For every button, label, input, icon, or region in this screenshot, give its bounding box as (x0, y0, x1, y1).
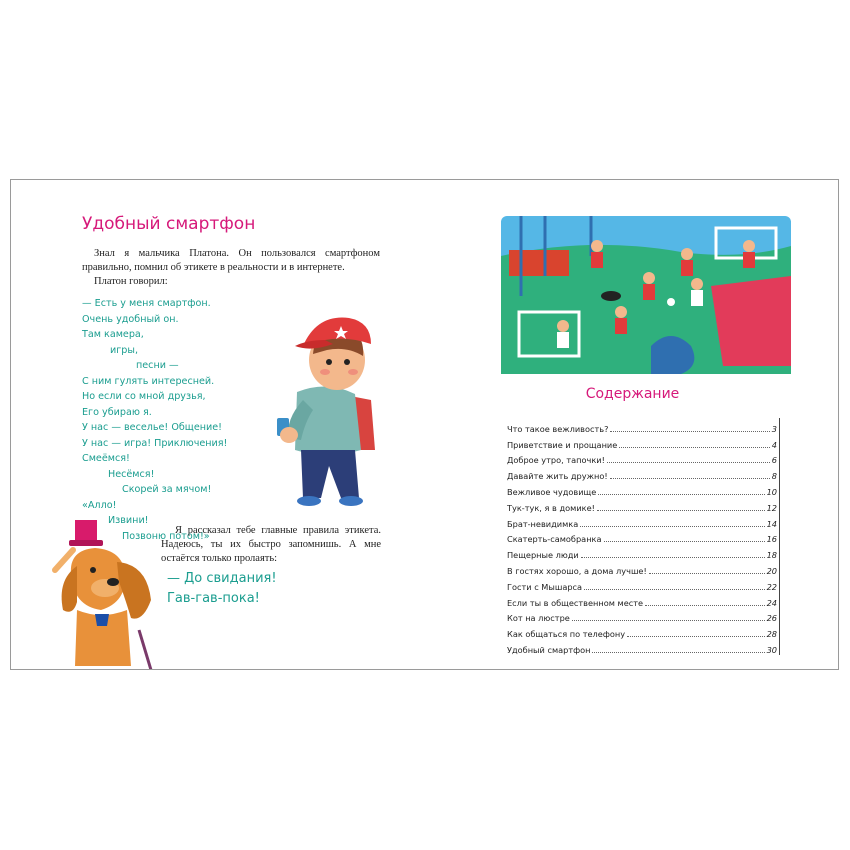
toc-entry (507, 434, 780, 450)
farewell (167, 569, 277, 609)
toc-entry (507, 513, 780, 529)
poem-line: песни — (136, 360, 179, 371)
toc-entry (507, 592, 780, 608)
toc-leader (610, 431, 769, 432)
toc-leader (604, 541, 765, 542)
toc-entry-page: 28 (766, 629, 777, 640)
poem-line: Смеёмся! (82, 453, 130, 464)
toc-entry-page: 18 (766, 550, 777, 561)
toc-leader (607, 462, 770, 463)
toc-entry-label: В гостях хорошо, а дома лучше! (507, 565, 647, 576)
toc-entry-label: Пещерные люди (507, 550, 579, 561)
toc-entry (507, 450, 780, 466)
toc-leader (581, 557, 765, 558)
toc-entry-label: Если ты в общественном месте (507, 597, 644, 608)
left-page (11, 180, 425, 669)
toc-entry-label: Давайте жить дружно! (507, 471, 608, 482)
toc-entry-label: Доброе утро, тапочки! (507, 455, 605, 466)
poem-line: Там камера, (82, 329, 144, 340)
page-title: Удобный смартфон (82, 214, 256, 234)
poem-line: «Алло! (82, 499, 117, 511)
toc-entry-page: 12 (766, 502, 777, 513)
toc-entry-page: 14 (766, 518, 777, 529)
poem-line: Но если со мной друзья, (82, 391, 206, 402)
table-of-contents (507, 418, 780, 655)
toc-entry-label: Вежливое чудовище (507, 486, 597, 497)
toc-entry (507, 465, 780, 481)
toc-entry-page: 3 (771, 423, 777, 434)
toc-entry-page: 24 (766, 597, 777, 608)
boy-with-smartphone-illustration (267, 300, 387, 510)
toc-entry (507, 576, 780, 592)
toc-entry-page: 20 (766, 565, 777, 576)
toc-entry (507, 418, 780, 434)
outro-text (161, 524, 381, 566)
toc-entry-label: Как общаться по телефону (507, 629, 626, 640)
toc-entry (507, 623, 780, 639)
toc-leader (597, 510, 765, 511)
toc-entry-label: Брат-невидимка (507, 518, 579, 529)
poem-line: Его убираю я. (82, 406, 152, 418)
toc-entry (507, 560, 780, 576)
toc-leader (619, 447, 769, 448)
toc-entry-page: 16 (766, 534, 777, 545)
toc-entry (507, 481, 780, 497)
toc-entry (507, 544, 780, 560)
toc-entry-label: Тук-тук, я в домике! (507, 502, 595, 513)
poem-line: Скорей за мячом! (122, 484, 212, 495)
intro-paragraph: Знал я мальчика Платона. Он пользовался смартфоном правильно, помнил об этикете в реальности и в интернете. (82, 248, 380, 273)
toc-entry-page: 8 (771, 471, 777, 482)
toc-entry-label: Приветствие и прощание (507, 439, 618, 450)
poem-line: Извини! (108, 515, 149, 526)
toc-entry-page: 10 (766, 486, 777, 497)
toc-leader (572, 620, 765, 621)
poem-line: С ним гулять интересней. (82, 375, 215, 387)
poem-line: Несёмся! (108, 468, 155, 480)
toc-entry-page: 30 (766, 644, 777, 655)
poem-line: Очень удобный он. (82, 313, 179, 325)
toc-leader (610, 478, 770, 479)
toc-leader (598, 494, 764, 495)
kids-playing-football-illustration (501, 216, 791, 374)
toc-entry-label: Кот на люстре (507, 613, 570, 624)
toc-title: Содержание (585, 386, 680, 402)
toc-entry-page: 4 (771, 439, 777, 450)
right-page (425, 180, 839, 669)
toc-entry-label: Что такое вежливость? (507, 423, 609, 434)
toc-entry-label: Скатерть-самобранка (507, 534, 602, 545)
book-spread (10, 179, 839, 670)
toc-entry (507, 497, 780, 513)
poem-line: У нас — веселье! Общение! (82, 422, 222, 433)
intro-text (82, 247, 380, 289)
dog-with-top-hat-illustration (47, 510, 162, 670)
poem-line: У нас — игра! Приключения! (82, 437, 228, 449)
intro-paragraph: Платон говорил: (94, 276, 168, 287)
farewell-line: Гав-гав-пока! (167, 591, 260, 606)
toc-entry-page: 6 (771, 455, 777, 466)
toc-leader (584, 589, 765, 590)
toc-leader (580, 526, 764, 527)
toc-leader (592, 652, 764, 653)
poem-line: игры, (110, 344, 138, 356)
toc-leader (645, 605, 765, 606)
toc-entry (507, 529, 780, 545)
toc-entry-label: Гости с Мышарса (507, 581, 583, 592)
toc-entry-page: 26 (766, 613, 777, 624)
poem (82, 296, 227, 544)
toc-entry-label: Удобный смартфон (507, 644, 591, 655)
toc-entry-page: 22 (766, 581, 777, 592)
toc-entry (507, 639, 780, 655)
toc-leader (649, 573, 765, 574)
poem-line: — Есть у меня смартфон. (82, 298, 211, 309)
toc-leader (627, 636, 765, 637)
toc-entry (507, 608, 780, 624)
farewell-line: — До свидания! (167, 571, 277, 586)
poem-line: Позвоню потом!» (122, 530, 210, 542)
outro-paragraph: Я рассказал тебе главные правила этикета. Надеюсь, ты их быстро запомнишь. А мне остаётся только пролаять: (161, 525, 381, 564)
